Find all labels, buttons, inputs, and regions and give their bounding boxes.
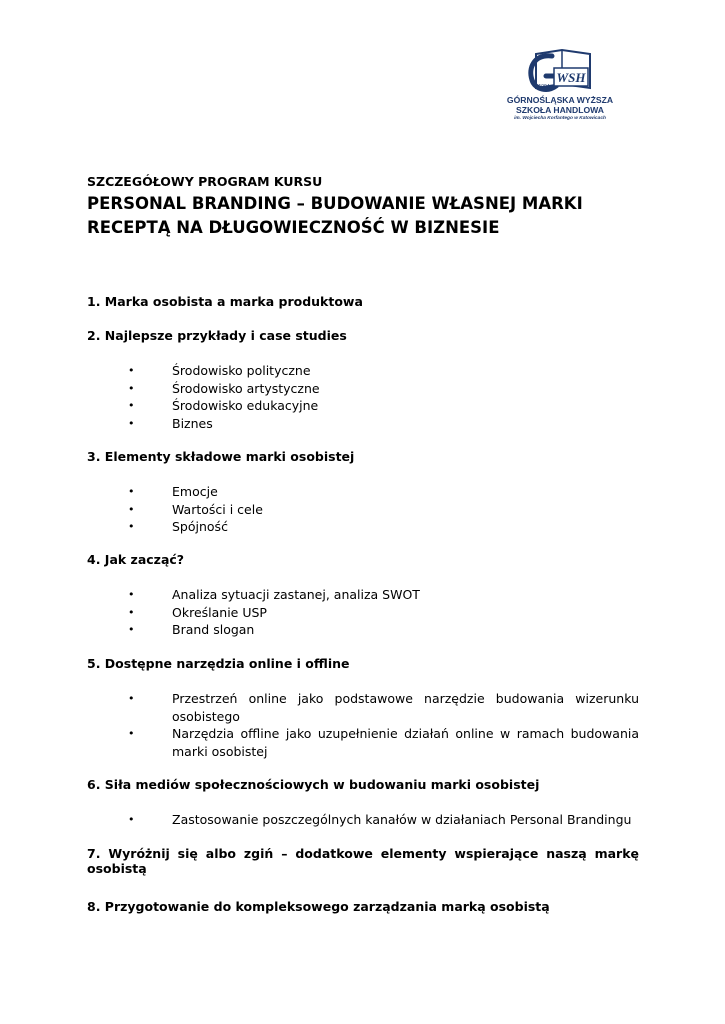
list-item: • Narzędzia offline jako uzupełnienie działań online w ramach budowania marki osobistej [125, 725, 639, 760]
school-logo [505, 48, 615, 140]
section-heading: 5. Dostępne narzędzia online i offline [87, 656, 350, 671]
svg-text:1994: 1994 [538, 84, 550, 90]
bullet-list [125, 690, 639, 760]
logo-patron-line: im. Wojciecha Korfantego w Katowicach [514, 115, 606, 121]
wsh-emblem-icon [524, 48, 596, 96]
list-item: • Zastosowanie poszczególnych kanałów w działaniach Personal Brandingu [125, 811, 639, 829]
section-heading: 2. Najlepsze przykłady i case studies [87, 328, 347, 343]
section-heading: 6. Siła mediów społecznościowych w budowaniu marki osobistej [87, 777, 540, 792]
list-item: • Brand slogan [125, 621, 639, 639]
section-heading: 1. Marka osobista a marka produktowa [87, 294, 363, 309]
list-item: • Określanie USP [125, 604, 639, 622]
list-item: • Emocje [125, 483, 639, 501]
list-item: • Przestrzeń online jako podstawowe narzędzie budowania wizerunku osobistego [125, 690, 639, 725]
document-subtitle: SZCZEGÓŁOWY PROGRAM KURSU [87, 174, 323, 189]
section-heading: 3. Elementy składowe marki osobistej [87, 449, 355, 464]
list-item: • Środowisko polityczne [125, 362, 639, 380]
bullet-list [125, 483, 639, 536]
section-heading: 8. Przygotowanie do kompleksowego zarządzania marką osobistą [87, 899, 550, 914]
logo-school-name-line2: SZKOŁA HANDLOWA [516, 104, 604, 115]
section-heading: 7. Wyróżnij się albo zgiń – dodatkowe elementy wspierające naszą markę osobistą [87, 846, 639, 876]
svg-text:WSH: WSH [556, 70, 586, 85]
bullet-list [125, 586, 639, 639]
bullet-list [125, 362, 639, 432]
document-title: PERSONAL BRANDING – BUDOWANIE WŁASNEJ MARKI RECEPTĄ NA DŁUGOWIECZNOŚĆ W BIZNESIE [87, 194, 583, 237]
list-item: • Środowisko artystyczne [125, 380, 639, 398]
list-item: • Wartości i cele [125, 501, 639, 519]
list-item: • Środowisko edukacyjne [125, 397, 639, 415]
list-item: • Analiza sytuacji zastanej, analiza SWOT [125, 586, 639, 604]
list-item: • Spójność [125, 518, 639, 536]
bullet-list [125, 811, 639, 829]
list-item: • Biznes [125, 415, 639, 433]
logo-school-name-line1: GÓRNOŚLĄSKA WYŻSZA [506, 95, 614, 105]
section-heading: 4. Jak zacząć? [87, 552, 185, 567]
